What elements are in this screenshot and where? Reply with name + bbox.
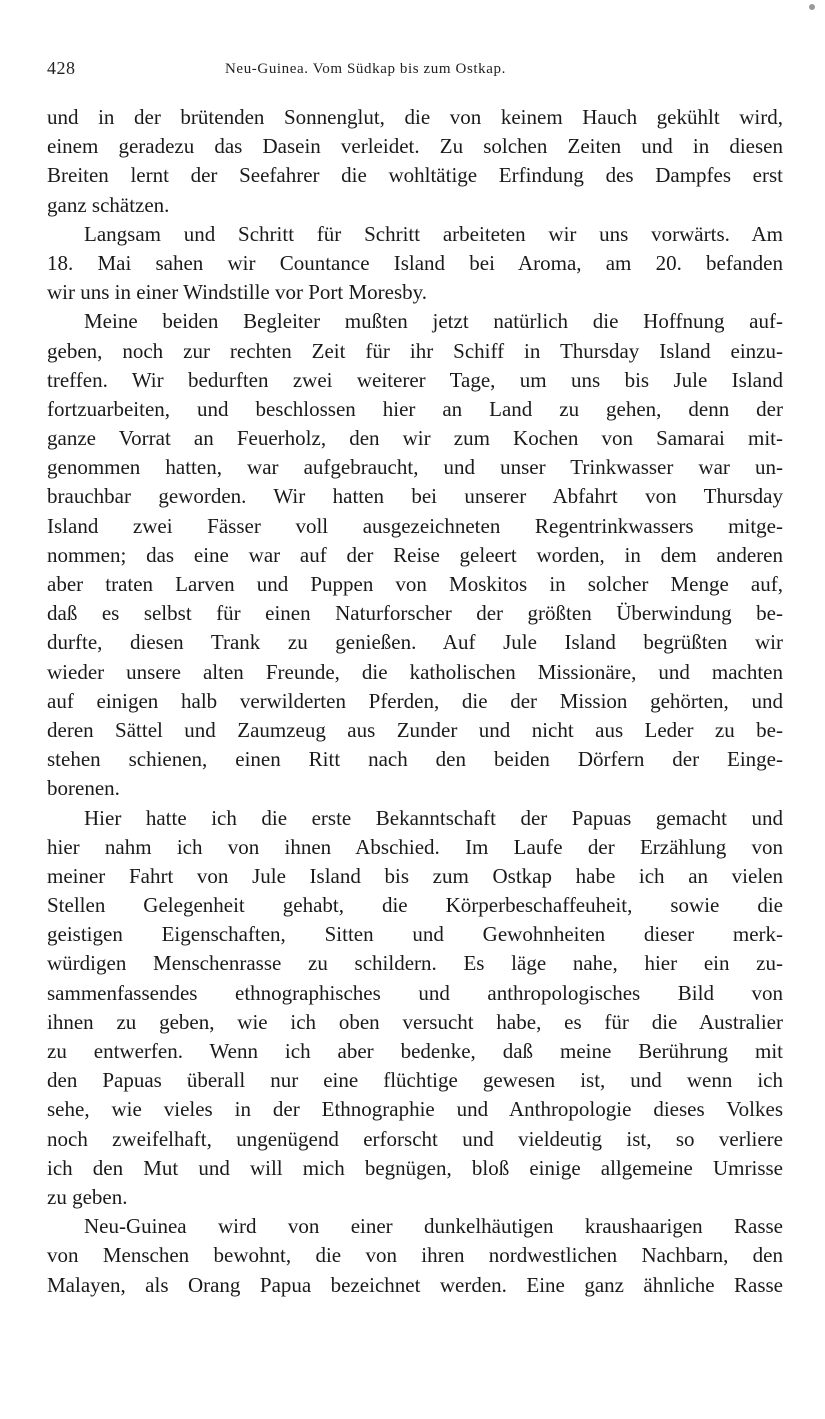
text-line: Meine beiden Begleiter mußten jetzt natürlich die Hoffnung auf- (84, 309, 783, 334)
text-line: nommen; das eine war auf der Reise geleert worden, in dem anderen (47, 542, 783, 567)
text-line: wir uns in einer Windstille vor Port Moresby. (47, 280, 428, 305)
text-line: daß es selbst für einen Naturforscher der größten Überwindung be- (47, 601, 783, 626)
text-line: geistigen Eigenschaften, Sitten und Gewohnheiten dieser merk- (47, 922, 783, 947)
text-line: hier nahm ich von ihnen Abschied. Im Laufe der Erzählung von (47, 834, 783, 859)
text-line: ganz schätzen. (47, 192, 170, 217)
body-text (47, 103, 783, 1300)
text-line: zu geben. (47, 1184, 128, 1209)
text-line: treffen. Wir bedurften zwei weiterer Tage, um uns bis Jule Island (47, 367, 783, 392)
text-line: durfte, diesen Trank zu genießen. Auf Jule Island begrüßten wir (47, 630, 783, 655)
text-line: sammenfassendes ethnographisches und anthropologisches Bild von (47, 980, 783, 1005)
text-line: und in der brütenden Sonnenglut, die von keinem Hauch gekühlt wird, (47, 105, 783, 129)
text-line: sehe, wie vieles in der Ethnographie und Anthropologie dieses Volkes (47, 1097, 783, 1122)
text-line: zu entwerfen. Wenn ich aber bedenke, daß meine Berührung mit (47, 1039, 783, 1063)
text-line: wieder unsere alten Freunde, die katholischen Missionäre, und machten (47, 659, 783, 684)
text-line: Neu-Guinea wird von einer dunkelhäutigen kraushaarigen Rasse (84, 1214, 783, 1239)
running-head (47, 58, 783, 82)
text-line: auf einigen halb verwilderten Pferden, die der Mission gehörten, und (47, 688, 783, 713)
text-line: genommen hatten, war aufgebraucht, und unser Trinkwasser war un- (47, 455, 783, 480)
text-line: stehen schienen, einen Ritt nach den beiden Dörfern der Einge- (47, 747, 783, 772)
text-line: geben, noch zur rechten Zeit für ihr Schiff in Thursday Island einzu- (47, 338, 783, 363)
text-line: aber traten Larven und Puppen von Moskitos in solcher Menge auf, (47, 572, 783, 596)
scan-speck (809, 4, 815, 10)
text-line: deren Sättel und Zaumzeug aus Zunder und nicht aus Leder zu be- (47, 717, 783, 742)
book-page (47, 0, 783, 1419)
text-line: Island zwei Fässer voll ausgezeichneten Regentrinkwassers mitge- (47, 513, 783, 538)
page-number: 428 (47, 58, 76, 78)
text-line: brauchbar geworden. Wir hatten bei unserer Abfahrt von Thursday (47, 484, 783, 509)
text-line: den Papuas überall nur eine flüchtige gewesen ist, und wenn ich (47, 1068, 783, 1093)
text-line: fortzuarbeiten, und beschlossen hier an Land zu gehen, denn der (47, 396, 783, 421)
text-line: ihnen zu geben, wie ich oben versucht habe, es für die Australier (47, 1009, 783, 1034)
text-line: noch zweifelhaft, ungenügend erforscht und vieldeutig ist, so verliere (47, 1126, 783, 1151)
text-line: Stellen Gelegenheit gehabt, die Körperbeschaffeuheit, sowie die (47, 893, 783, 918)
text-line: ich den Mut und will mich begnügen, bloß einige allgemeine Umrisse (47, 1155, 783, 1180)
text-line: Malayen, als Orang Papua bezeichnet werden. Eine ganz ähnliche Rasse (47, 1272, 783, 1297)
text-line: einem geradezu das Dasein verleidet. Zu solchen Zeiten und in diesen (47, 134, 783, 159)
text-line: Hier hatte ich die erste Bekanntschaft der Papuas gemacht und (84, 805, 783, 830)
text-line: meiner Fahrt von Jule Island bis zum Ostkap habe ich an vielen (47, 863, 783, 888)
running-title: Neu-Guinea. Vom Südkap bis zum Ostkap. (225, 61, 506, 77)
text-line: von Menschen bewohnt, die von ihren nordwestlichen Nachbarn, den (47, 1243, 783, 1268)
text-line: würdigen Menschenrasse zu schildern. Es läge nahe, hier ein zu- (47, 951, 783, 976)
text-line: ganze Vorrat an Feuerholz, den wir zum Kochen von Samarai mit- (47, 426, 783, 451)
text-line: Langsam und Schritt für Schritt arbeiteten wir uns vorwärts. Am (84, 221, 783, 246)
text-line: Breiten lernt der Seefahrer die wohltätige Erfindung des Dampfes erst (47, 163, 783, 188)
text-line: borenen. (47, 776, 120, 801)
text-line: 18. Mai sahen wir Countance Island bei Aroma, am 20. befanden (47, 250, 783, 275)
